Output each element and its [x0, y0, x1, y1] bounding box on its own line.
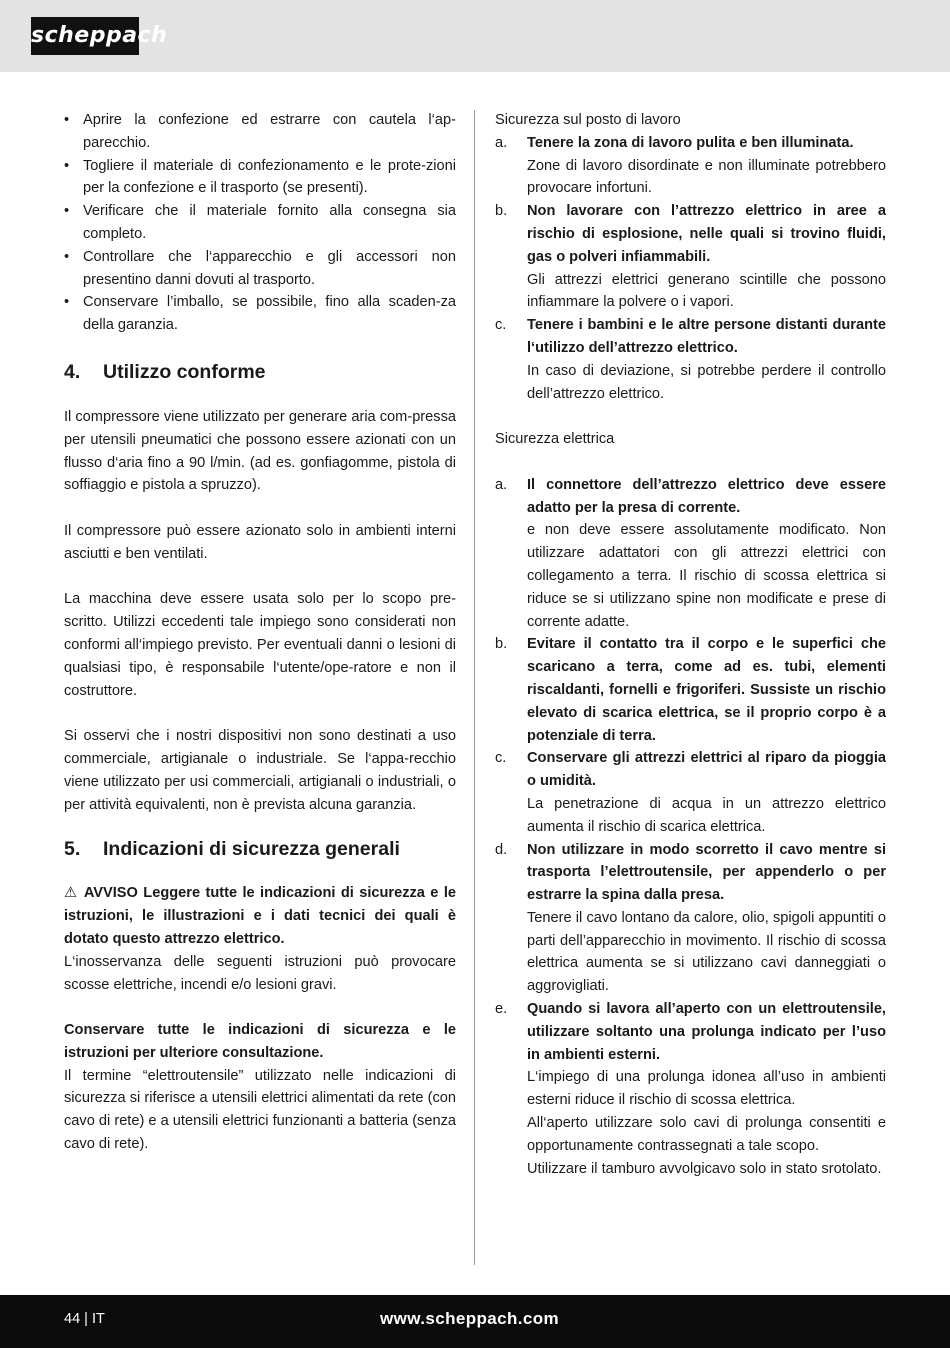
bullet-item: • Togliere il materiale di confezionamento e le prote-zioni per la confezione e il trasporto (se presenti).	[64, 155, 456, 201]
subheading-workplace: Sicurezza sul posto di lavoro	[495, 112, 681, 128]
warning-paragraph: ⚠ AVVISO Leggere tutte le indicazioni di sicurezza e le istruzioni, le illustrazioni e i dati tecnici dei quali è dotato questo attrezzo elettrico. L‘inosservanza delle seguenti istruzioni può provocare scosse elettriche, incendi e/o lesioni gravi.	[64, 885, 456, 993]
paragraph: La macchina deve essere usata solo per lo scopo pre-scritto. Utilizzi eccedenti tale impiego sono considerati non conformi all‘impiego previsto. Per eventuali danni o lesioni di qualsiasi tipo, è responsabile l‘utente/ope-ratore e non il costruttore.	[64, 591, 456, 699]
column-divider	[474, 110, 475, 1265]
scheppach-logo: scheppach	[31, 17, 139, 55]
section-4-heading: 4. Utilizzo conforme	[64, 360, 266, 383]
bullet-item: • Conservare l’imballo, se possibile, fino alla scaden-za della garanzia.	[64, 291, 456, 337]
paragraph: Conservare tutte le indicazioni di sicurezza e le istruzioni per ulteriore consultazione. Il termine “elettroutensile” utilizzato nelle indicazioni di sicurezza si riferisce a utensili elettrici alimentati da rete (con cavo di rete) e a utensili elettrici funzionanti a batteria (senza cavo di rete).	[64, 1022, 456, 1153]
paragraph: Si osservi che i nostri dispositivi non sono destinati a uso commerciale, artigianale o industriale. Se l‘appa-recchio viene utilizzato per usi commerciali, artigianali o industriali, o per attività equivalenti, non è prevista alcuna garanzia.	[64, 728, 456, 813]
list-item: d. Non utilizzare in modo scorretto il cavo mentre si trasporta l’elettroutensile, per appenderlo o per estrarre la spina dalla presa. Tenere il cavo lontano da calore, olio, spigoli appuntiti o parti dell’apparecchio in movimento. Il rischio di scossa elettrica aumenta se si utilizzano cavi danneggiati o aggrovigliati.	[495, 841, 886, 995]
page-number: 44 | IT	[64, 1311, 105, 1327]
paragraph: Il compressore viene utilizzato per generare aria com-pressa per utensili pneumatici che possono essere azionati con un flusso d‘aria fino a 90 l/min. (ad es. gonfiagomme, pistola di soffiaggio e pistola a spruzzo).	[64, 408, 456, 494]
right-column	[495, 109, 886, 1180]
list-item: a. Tenere la zona di lavoro pulita e ben illuminata. Zone di lavoro disordinate e non illuminate potrebbero provocare infortuni.	[495, 134, 886, 197]
bullet-item: • Verificare che il materiale fornito alla consegna sia completo.	[64, 200, 456, 246]
list-item: a. Il connettore dell’attrezzo elettrico deve essere adatto per la presa di corrente. e non deve essere assolutamente modificato. Non utilizzare adattatori con gli attrezzi elettrici con collegamento a terra. Il rischio di scossa elettrica si riduce se si utilizzano spine non modificate e prese di corrente adatte.	[495, 476, 886, 630]
list-item: b. Evitare il contatto tra il corpo e le superfici che scaricano a terra, come ad es. tubi, elementi riscaldanti, fornelli e frigoriferi. Sussiste un rischio elevato di scarica elettrica, se il proprio corpo è a potenziale di terra.	[495, 636, 886, 744]
list-item: b. Non lavorare con l’attrezzo elettrico in aree a rischio di esplosione, nelle quali si trovino fluidi, gas o polveri infiammabili. Gli attrezzi elettrici generano scintille che possono infiammare la polvere o i vapori.	[495, 203, 886, 311]
list-item: c. Tenere i bambini e le altre persone distanti durante l‘utilizzo dell’attrezzo elettrico. In caso di deviazione, si potrebbe perdere il controllo dell’attrezzo elettrico.	[495, 317, 886, 402]
subheading-electrical: Sicurezza elettrica	[495, 431, 615, 448]
bullet-item: • Aprire la confezione ed estrarre con cautela l‘ap-parecchio.	[64, 109, 456, 155]
warning-triangle-icon: ⚠	[64, 885, 84, 902]
website-url[interactable]: www.scheppach.com	[380, 1309, 560, 1328]
list-item: e. Quando si lavora all’aperto con un elettroutensile, utilizzare soltanto una prolunga indicato per l’uso in ambienti esterni. L‘impiego di una prolunga idonea all’uso in ambienti esterni riduce il rischio di scossa elettrica. All‘aperto utilizzare solo cavi di prolunga consentiti e opportunamente contrassegnati a tale scopo. Utilizzare il tamburo avvolgicavo solo in stato srotolato.	[495, 1001, 886, 1177]
page-header	[0, 0, 950, 72]
paragraph: Il compressore può essere azionato solo in ambienti interni asciutti e ben ventilati.	[64, 522, 456, 562]
section-5-heading: 5. Indicazioni di sicurezza generali	[64, 838, 400, 861]
list-item: c. Conservare gli attrezzi elettrici al riparo da pioggia o umidità. La penetrazione di acqua in un attrezzo elettrico aumenta il rischio di scarica elettrica.	[495, 750, 886, 835]
page-footer	[0, 1295, 950, 1348]
left-column	[64, 109, 456, 1156]
bullet-item: • Controllare che l‘apparecchio e gli accessori non presentino danni dovuti al trasporto.	[64, 246, 456, 292]
